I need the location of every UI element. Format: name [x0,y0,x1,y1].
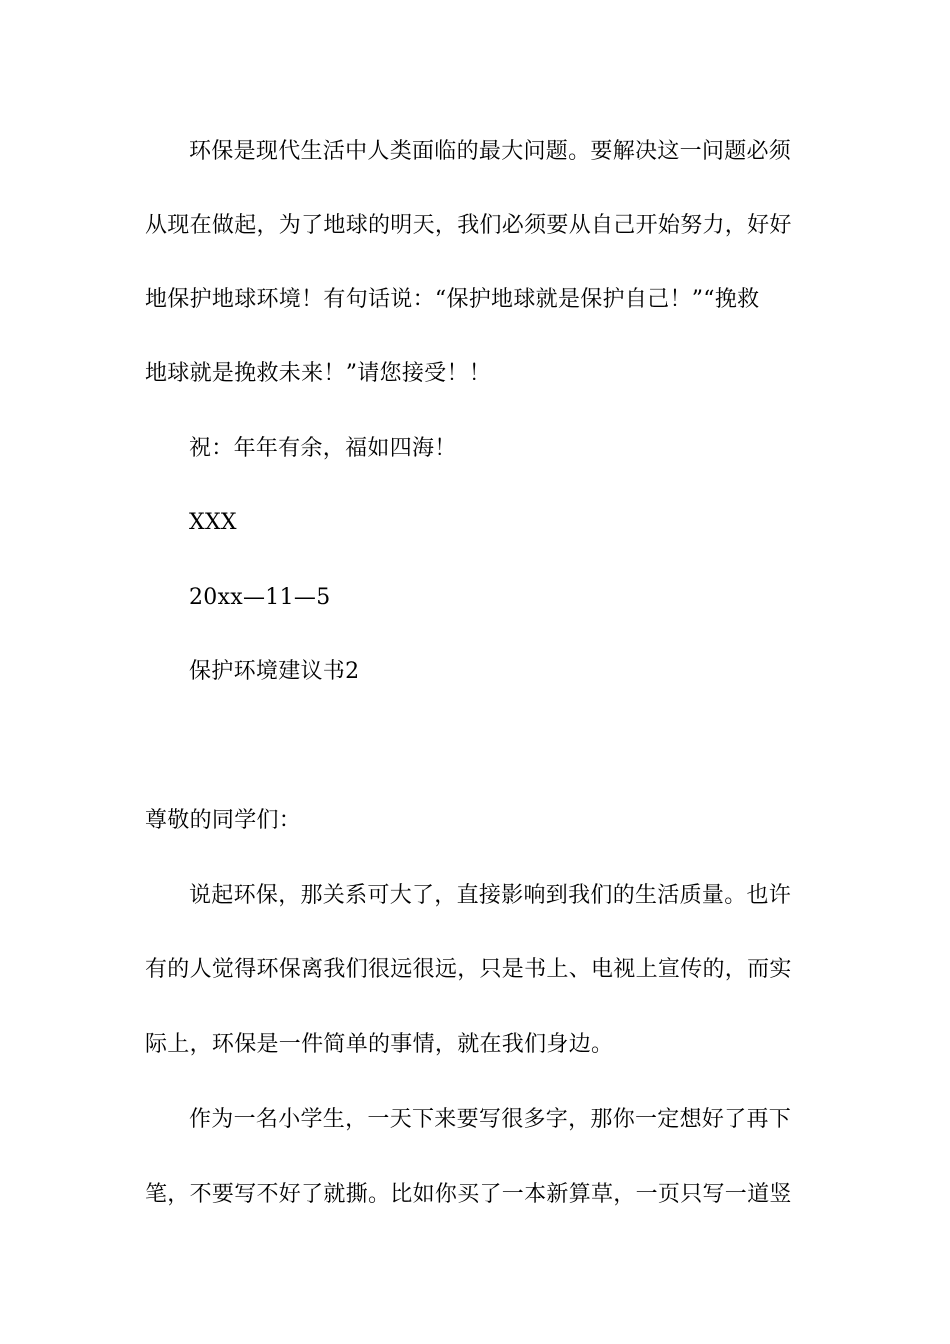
paragraph-1-line-2: 从现在做起，为了地球的明天，我们必须要从自己开始努力，好好 [145,213,792,238]
signature: XXX [189,510,237,535]
paragraph-1-line-3: 地保护地球环境！有句话说：“保护地球就是保护自己！”“挽救 [145,287,760,312]
paragraph-1-line-1: 环保是现代生活中人类面临的最大问题。要解决这一问题必须 [189,139,792,164]
salutation: 尊敬的同学们： [145,808,302,833]
paragraph-2-line-2: 有的人觉得环保离我们很远很远，只是书上、电视上宣传的，而实 [145,957,792,982]
paragraph-2-line-3: 际上，环保是一件简单的事情，就在我们身边。 [145,1032,614,1057]
date: 20xx—11—5 [189,585,331,610]
paragraph-3-line-2: 笔，不要写不好了就撕。比如你买了一本新算草，一页只写一道竖 [145,1182,792,1207]
paragraph-2-line-1: 说起环保，那关系可大了，直接影响到我们的生活质量。也许 [189,883,792,908]
paragraph-1-line-4: 地球就是挽救未来！”请您接受！！ [145,361,492,386]
paragraph-3-line-1: 作为一名小学生，一天下来要写很多字，那你一定想好了再下 [189,1107,792,1132]
closing-wish: 祝：年年有余，福如四海！ [189,436,457,461]
section-title: 保护环境建议书2 [189,659,360,684]
